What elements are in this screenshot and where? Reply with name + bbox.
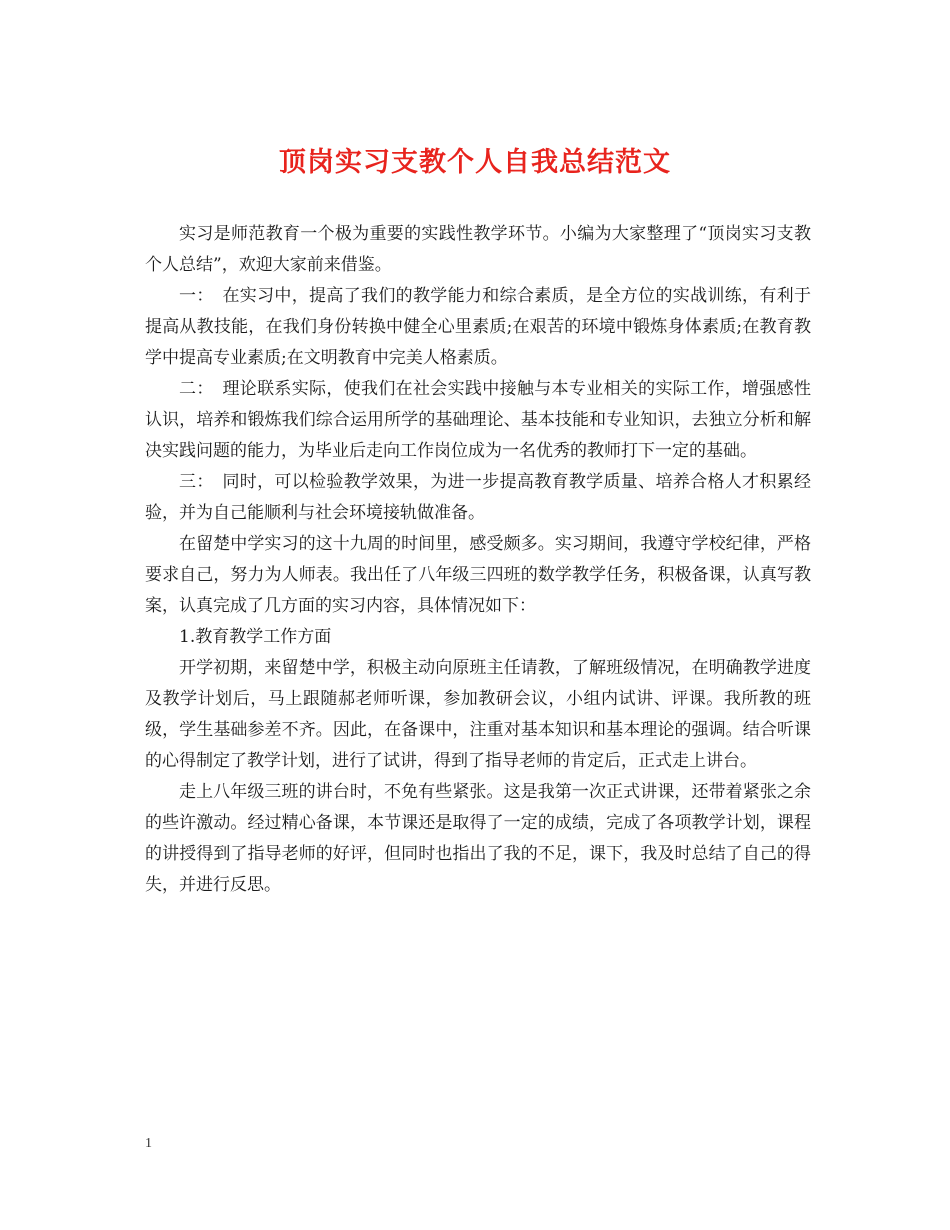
page-number: 1 (145, 1136, 152, 1151)
paragraph-first-lecture: 走上八年级三班的讲台时，不免有些紧张。这是我第一次正式讲课，还带着紧张之余的些许激动。经过精心备课，本节课还是取得了一定的成绩，完成了各项教学计划，课程的讲授得到了指导老师的好评，但同时也指出了我的不足，课下，我及时总结了自己的得失，并进行反思。 (145, 782, 811, 895)
paragraph-intro: 实习是师范教育一个极为重要的实践性教学环节。小编为大家整理了“顶岗实习支教个人总结”，欢迎大家前来借鉴。 (145, 224, 811, 275)
section-heading-teaching: 1.教育教学工作方面 (179, 627, 332, 647)
paragraph-point-one: 一： 在实习中，提高了我们的教学能力和综合素质，是全方位的实战训练，有利于提高从教技能，在我们身份转换中健全心里素质;在艰苦的环境中锻炼身体素质;在教育教学中提高专业素质;在文明教育中完美人格素质。 (145, 286, 811, 368)
paragraph-point-two: 二： 理论联系实际，使我们在社会实践中接触与本专业相关的实际工作，增强感性认识，培养和锻炼我们综合运用所学的基础理论、基本技能和专业知识，去独立分析和解决实践问题的能力，为毕业后走向工作岗位成为一名优秀的教师打下一定的基础。 (145, 379, 811, 461)
paragraph-semester-start: 开学初期，来留楚中学，积极主动向原班主任请教，了解班级情况，在明确教学进度及教学计划后，马上跟随郝老师听课，参加教研会议，小组内试讲、评课。我所教的班级，学生基础参差不齐。因此，在备课中，注重对基本知识和基本理论的强调。结合听课的心得制定了教学计划，进行了试讲，得到了指导老师的肯定后，正式走上讲台。 (145, 658, 811, 771)
paragraph-internship-overview: 在留楚中学实习的这十九周的时间里，感受颇多。实习期间，我遵守学校纪律，严格要求自己，努力为人师表。我出任了八年级三四班的数学教学任务，积极备课，认真写教案，认真完成了几方面的实习内容，具体情况如下： (145, 534, 811, 616)
document-body (145, 219, 811, 901)
paragraph-point-three: 三： 同时，可以检验教学效果，为进一步提高教育教学质量、培养合格人才积累经验，并为自己能顺利与社会环境接轨做准备。 (145, 472, 811, 523)
document-title: 顶岗实习支教个人自我总结范文 (279, 147, 671, 178)
